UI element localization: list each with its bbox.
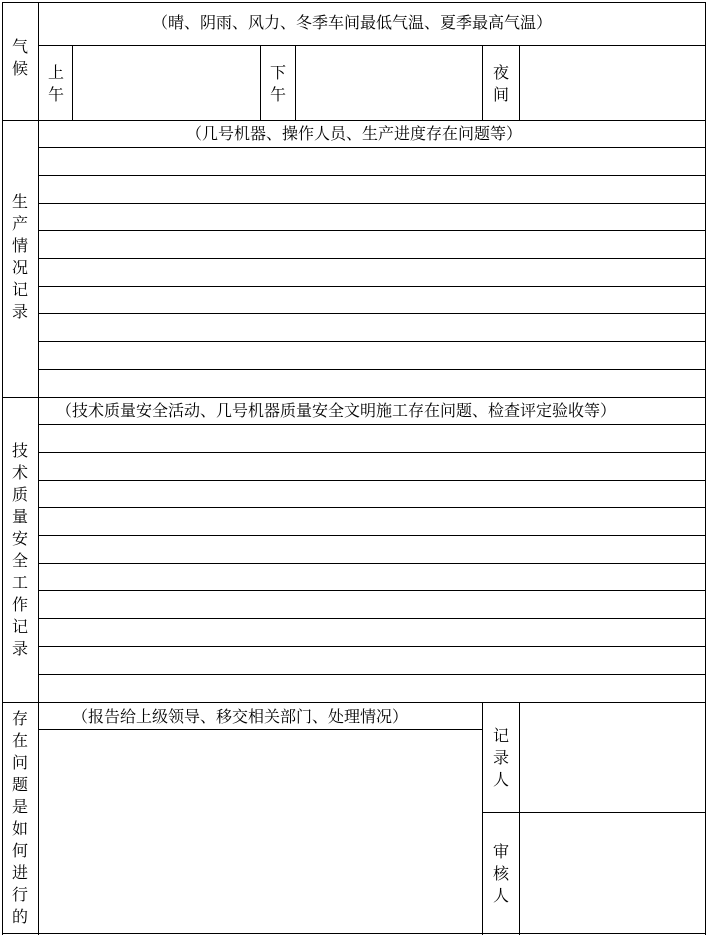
frame-bottom	[2, 933, 706, 934]
tech-field[interactable]	[39, 425, 705, 702]
night-field[interactable]	[520, 46, 705, 120]
morning-label: 上午	[47, 63, 64, 104]
night-label: 夜间	[492, 63, 509, 104]
frame-top	[2, 2, 706, 3]
afternoon-label: 下午	[269, 63, 286, 104]
weather-divider-4	[482, 45, 483, 120]
reviewer-field[interactable]	[520, 813, 705, 933]
issues-hint: （报告给上级领导、移交相关部门、处理情况）	[72, 707, 409, 726]
issues-label: 存在问题是如何进行的	[11, 709, 28, 926]
section-divider-1	[2, 120, 706, 121]
frame-right	[705, 2, 706, 935]
production-hint: （几号机器、操作人员、生产进度存在问题等）	[186, 124, 523, 143]
morning-field[interactable]	[73, 46, 260, 120]
tech-hint: （技术质量安全活动、几号机器质量安全文明施工存在问题、检查评定验收等）	[56, 401, 617, 420]
afternoon-field[interactable]	[296, 46, 482, 120]
issues-field[interactable]	[39, 730, 482, 933]
tech-label: 技术质量安全工作记录	[11, 441, 28, 658]
frame-left	[2, 2, 3, 935]
weather-divider-2	[260, 45, 261, 120]
production-label: 生产情况记录	[11, 192, 28, 321]
production-field[interactable]	[39, 148, 705, 397]
reviewer-label: 审核人	[492, 842, 509, 905]
section-divider-2	[2, 397, 706, 398]
recorder-label: 记录人	[492, 726, 509, 789]
weather-hint: （晴、阴雨、风力、冬季车间最低气温、夏季最高气温）	[152, 13, 553, 32]
recorder-field[interactable]	[520, 703, 705, 812]
issues-divider-1	[482, 702, 483, 935]
weather-label: 气候	[11, 37, 28, 78]
